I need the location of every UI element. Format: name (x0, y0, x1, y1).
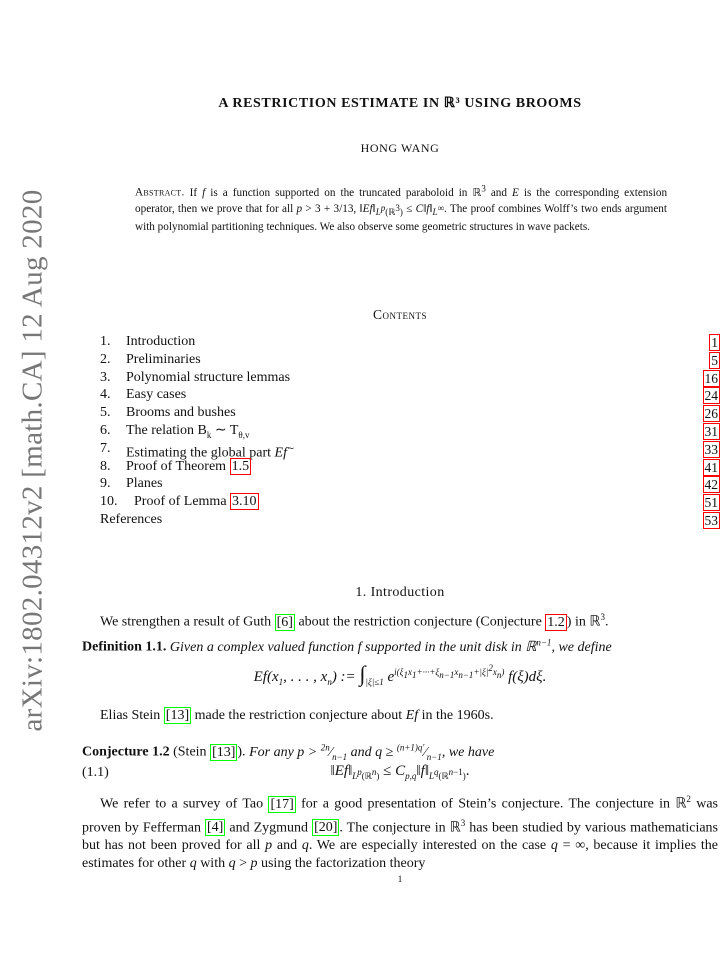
toc-entry-title: References (100, 511, 163, 527)
conjecture-label: Conjecture 1.2 (82, 744, 170, 760)
toc-entry-title: Proof of Theorem 1.5 (126, 458, 250, 474)
section-heading (0, 585, 720, 601)
conjecture-1-2 (82, 738, 718, 765)
arxiv-identifier: arXiv:1802.04312v2 [math.CA] 12 Aug 2020 (16, 188, 49, 732)
toc-page-link[interactable]: 53 (704, 512, 718, 528)
table-of-contents (100, 333, 720, 529)
toc-entry-title: The relation $B_k$ ∼ $T_{\theta,v}$ (126, 422, 250, 440)
section-heading-text: 1. Introduction (355, 585, 445, 600)
abstract (135, 181, 667, 235)
definition-text: Given a complex valued function f supported in the unit disk in ℝ$^{n-1}$, we define (169, 637, 612, 655)
toc-entry[interactable] (100, 440, 720, 461)
toc-page-link[interactable]: 41 (704, 459, 718, 475)
toc-entry[interactable] (100, 458, 720, 476)
toc-entry[interactable] (100, 493, 720, 511)
toc-entry-title: Proof of Lemma 3.10 (134, 494, 257, 510)
conjecture-equation: $‖Ef‖_{L^p(ℝ^n)}$ ≤ $C_{p,q}‖f‖_{L^q(ℝ^{n-1})}$. (330, 763, 470, 781)
page-number: 1 (397, 875, 403, 883)
conjecture-text: (Stein [13] ). For any $p > ^{2n}⁄_{n-1}$ and $q \ge ^{(n+1)q'}⁄_{n-1}$, we have (173, 742, 495, 762)
toc-entry-number: 10. (100, 494, 118, 510)
arxiv-side-stamp (13, 180, 53, 740)
toc-entry-title: Introduction (126, 334, 196, 349)
contents-heading: Contents (372, 307, 427, 322)
toc-entry[interactable] (100, 351, 720, 369)
toc-entry[interactable] (100, 386, 720, 404)
toc-entry-number: 2. (100, 351, 111, 367)
toc-page-link[interactable]: 1 (711, 335, 718, 350)
toc-entry-title: Planes (126, 476, 163, 492)
toc-entry-title: Estimating the global part Ef∼ (126, 442, 295, 461)
toc-entry-title: Polynomial structure lemmas (126, 369, 291, 385)
toc-page-link[interactable]: 51 (704, 495, 718, 511)
survey-paragraph: We refer to a survey of Tao [17] for a good presentation of Stein’s conjecture. The conjecture in ℝ$^2$ was proven by Fefferman [4] and Zygmund [20] . The conjecture in ℝ$^3$ has been studied by various mathematicians but has not been proved for all p and q. We are especially interested on the case q = ∞, because it implies the estimates for other q with q > p using the factorization theory (82, 794, 719, 872)
toc-entry-title: Easy cases (126, 387, 187, 403)
toc-page-link[interactable]: 26 (704, 406, 718, 422)
toc-entry-number: 6. (100, 422, 111, 438)
definition-label: Definition 1.1. (82, 639, 167, 655)
toc-entry[interactable] (100, 422, 720, 440)
paper-page (0, 95, 720, 883)
toc-page-link[interactable]: 24 (704, 388, 718, 404)
toc-entry-title: Brooms and bushes (126, 405, 236, 421)
toc-entry-number: 1. (100, 334, 111, 349)
definition-equation: $Ef(x_1$, . . . , $x_n$) := $\int_{|\xi|\le 1}$ $e^{i(\xi_1x_1+\cdot\cdot\cdot+\xi_{n-1}x_{n-1}+|\xi|^2x_n)}$ f(ξ)dξ. (253, 661, 547, 687)
toc-entry-title: Preliminaries (126, 351, 201, 367)
toc-entry[interactable] (100, 511, 720, 529)
toc-page-link[interactable]: 5 (711, 352, 718, 368)
toc-entry[interactable] (100, 404, 720, 422)
paper-title: A RESTRICTION ESTIMATE IN ℝ³ USING BROOMS (218, 96, 582, 111)
toc-entry-number: 7. (100, 440, 111, 456)
toc-entry-number: 9. (100, 476, 111, 492)
toc-entry[interactable] (100, 369, 720, 387)
equation-number: (1.1) (82, 765, 109, 780)
toc-page-link[interactable]: 16 (704, 370, 718, 386)
abstract-text: If f is a function supported on the truncated paraboloid in ℝ$^3$ and E is the corresponding extension operator, then we prove that for all p > 3 + 3/13, $‖Ef‖_{L^p(ℝ^3)}$ ≤ $C‖f‖_{L^\infty}$. The proof combines Wolff’s two ends argument with polynomial partitioning techniques. We also observe some geometric structures in wave packets. (135, 183, 668, 233)
intro-paragraph: We strengthen a result of Guth [6] about the restriction conjecture (Conjecture 1.2 ) in ℝ$^3$. (100, 612, 609, 630)
toc-page-link[interactable]: 33 (704, 441, 718, 457)
toc-entry-number: 4. (100, 387, 111, 403)
toc-entry[interactable] (100, 333, 720, 351)
toc-entry[interactable] (100, 475, 720, 493)
toc-entry-number: 8. (100, 458, 111, 474)
definition-1-1 (82, 633, 718, 657)
abstract-label: Abstract. (135, 186, 185, 199)
stein-paragraph: Elias Stein [13] made the restriction conjecture about Ef in the 1960s. (100, 708, 494, 723)
toc-entry-number: 5. (100, 405, 111, 421)
toc-entry-number: 3. (100, 369, 111, 385)
toc-page-link[interactable]: 31 (704, 423, 718, 439)
author-name: HONG WANG (360, 141, 440, 155)
toc-page-link[interactable]: 42 (704, 477, 718, 493)
